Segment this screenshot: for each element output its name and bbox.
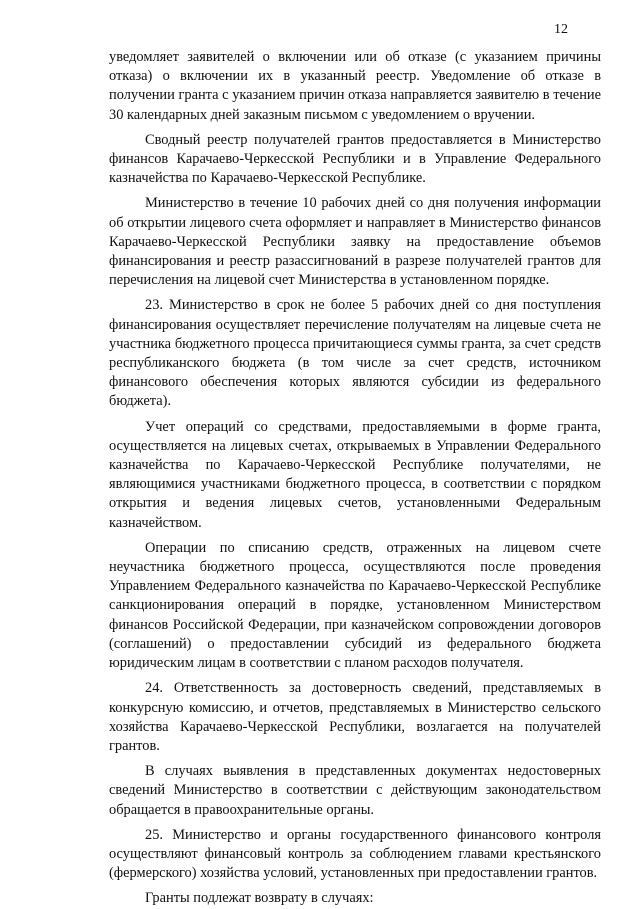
paragraph-false-information: В случаях выявления в представленных документах недостоверных сведений Министерство в соответствии с действующим законодательством обращается в правоохранительные органы. bbox=[109, 763, 601, 818]
paragraph-ministry-application: Министерство в течение 10 рабочих дней со дня получения информации об открытии лицевого счета оформляет и направляет в Министерство финансов Карачаево-Черкесской Республики заявку на предоставление объемов финансирования и реестр разассигнований в разрезе получателей грантов для перечисления на лицевой счет Министерства в установленном порядке. bbox=[109, 195, 601, 289]
page-number: 12 bbox=[554, 22, 568, 37]
paragraph-write-off-operations: Операции по списанию средств, отраженных на лицевом счете неучастника бюджетного процесса, осуществляются после проведения Управлением Федерального казначейства по Карачаево-Черкесской Республике санкционирования операций в порядке, установленном Министерством финансов Российской Федерации, при казначейском сопровождении договоров (соглашений) о предоставлении субсидий из федерального бюджета юридическим лицам в соответствии с планом расходов получателя. bbox=[109, 539, 601, 672]
paragraph-item-23: 23. Министерство в срок не более 5 рабочих дней со дня поступления финансирования осуществляет перечисление получателям на лицевые счета не участника бюджетного процесса причитающиеся суммы гранта, за счет средств республиканского бюджета (в том числе за счет средств, источником финансового обеспечения которых являются субсидии из федерального бюджета). bbox=[109, 297, 601, 410]
document-body bbox=[109, 48, 601, 909]
paragraph-item-25: 25. Министерство и органы государственного финансового контроля осуществляют финансовый контроль за соблюдением главами крестьянского (фермерского) хозяйства условий, установленных при предоставлении грантов. bbox=[109, 826, 601, 882]
paragraph-consolidated-registry: Сводный реестр получателей грантов предоставляется в Министерство финансов Карачаево-Черкесской Республики и в Управление Федерального казначейства по Карачаево-Черкесской Республике. bbox=[109, 131, 601, 187]
paragraph-grant-return: Гранты подлежат возврату в случаях: bbox=[145, 890, 374, 907]
paragraph-continuation: уведомляет заявителей о включении или об отказе (с указанием причины отказа) о включении их в указанный реестр. Уведомление об отказе в получении гранта с указанием причин отказа направляется заявителю в течение 30 календарных дней заказным письмом с уведомлением о вручении. bbox=[109, 49, 601, 123]
paragraph-item-24: 24. Ответственность за достоверность сведений, представляемых в конкурсную комиссию, и отчетов, представляемых в Министерство сельского хозяйства Карачаево-Черкесской Республики, возлагается на получателей грантов. bbox=[109, 680, 601, 754]
paragraph-accounting: Учет операций со средствами, предоставляемыми в форме гранта, осуществляется на лицевых счетах, открываемых в Управлении Федерального казначейства по Карачаево-Черкесской Республике получателями, не являющимися участниками бюджетного процесса, в соответствии с порядком открытия и ведения лицевых счетов, установленными Федеральным казначейством. bbox=[109, 418, 601, 531]
